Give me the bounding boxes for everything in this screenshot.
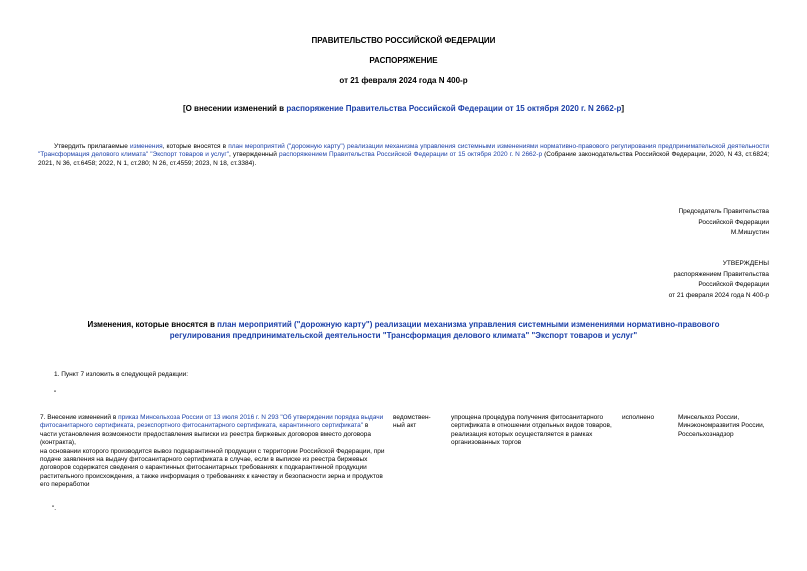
title-link[interactable]: распоряжение Правительства Российской Федерации от 15 октября 2020 г. N 2662-р [286,104,622,113]
approval-line-3: Российской Федерации [698,281,769,289]
approval-line-2: распоряжением Правительства [673,270,769,278]
quote-close: ". [52,505,57,512]
quote-open: " [54,390,57,397]
roadmap-link[interactable]: план мероприятий ("дорожную карту") реализации механизма управления системными изменениями нормативно-правового регулирования предпринимательской деятельности "Трансформация делового климата" "Экспорт товаров и услуг" [38,143,769,159]
body-text-4: (Собрание законодательства Российской Федерации, 2020, N 43, ст.6824; 2021, N 36, ст.6458; 2022, N 1, ст.280; N 26, ст.4559; 2023, N 18, ст.3384). [38,151,769,167]
body-text-2: , которые вносятся в [162,143,229,150]
document-type: РАСПОРЯЖЕНИЕ [369,56,438,65]
measure-text-paragraph-2: на основании которого производится вывоз подкарантинной продукции с территории Российской Федерации, при подаче заявления на выдачу фитосанитарного сертификата в случае, если в выписке из реестра биржевых договоров содержатся сведения о карантинных фитосанитарных требованиях к подкарантинной продукции растительного происхождения, а также информация о требованиях к качеству и безопасности зерна и продуктов его переработки [40,447,385,489]
signature-line-1: Председатель Правительства [678,208,769,215]
approval-line-1: УТВЕРЖДЕНЫ [722,260,769,267]
row-col-type: ведомствен-ный акт [393,414,431,430]
row-col-responsible: Минсельхоз России, Минэкономразвития России, Россельхознадзор [678,414,765,438]
signature-line-3: М.Мишустин [730,229,769,237]
order-link[interactable]: приказ Минсельхоза России от 13 июля 2016 г. N 293 "Об утверждении порядка выдачи фитосанитарного сертификата, реэкспортного фитосанитарного сертификата, карантинного сертификата" [40,414,384,430]
title-close: ] [621,104,625,113]
signature-line-2: Российской Федерации [698,218,769,226]
body-text-3: , утвержденный [229,151,279,159]
measure-text-post: в части установления возможности предоставления выписки из реестра биржевых договоров вместо договора (контракта), [40,422,371,447]
changes-title-text: Изменения, которые вносятся в [87,320,218,329]
approval-line-4: от 21 февраля 2024 года N 400-р [668,291,769,299]
measure-text-pre: 7. Внесение изменений в [40,414,119,421]
row-col-result: упрощена процедура получения фитосанитарного сертификата в отношении отдельных видов товаров, реализация которых осуществляется в рамках организованных торгов [451,414,612,447]
changes-link[interactable]: изменения [129,143,163,150]
body-text-1: Утвердить прилагаемые [54,143,130,150]
government-heading: ПРАВИТЕЛЬСТВО РОССИЙСКОЙ ФЕДЕРАЦИИ [311,36,496,45]
approval-block [469,259,769,301]
body-paragraph [38,143,769,168]
row-col-status: исполнено [622,414,655,421]
changes-title-link[interactable]: план мероприятий ("дорожную карту") реализации механизма управления системными изменениями нормативно-правового регулирования предпринимательской деятельности "Трансформация делового климата" "Экспорт товаров и услуг" [169,320,720,340]
item-intro: 1. Пункт 7 изложить в следующей редакции: [54,371,189,378]
document-date-number: от 21 февраля 2024 года N 400-р [339,76,468,85]
document-title [0,104,807,113]
changes-title [70,320,737,341]
signature-block [469,207,769,239]
row-col-measure [40,414,386,490]
decree-link[interactable]: распоряжением Правительства Российской Федерации от 15 октября 2020 г. N 2662-р [278,151,543,159]
title-open: [О внесении изменений в [182,104,287,113]
